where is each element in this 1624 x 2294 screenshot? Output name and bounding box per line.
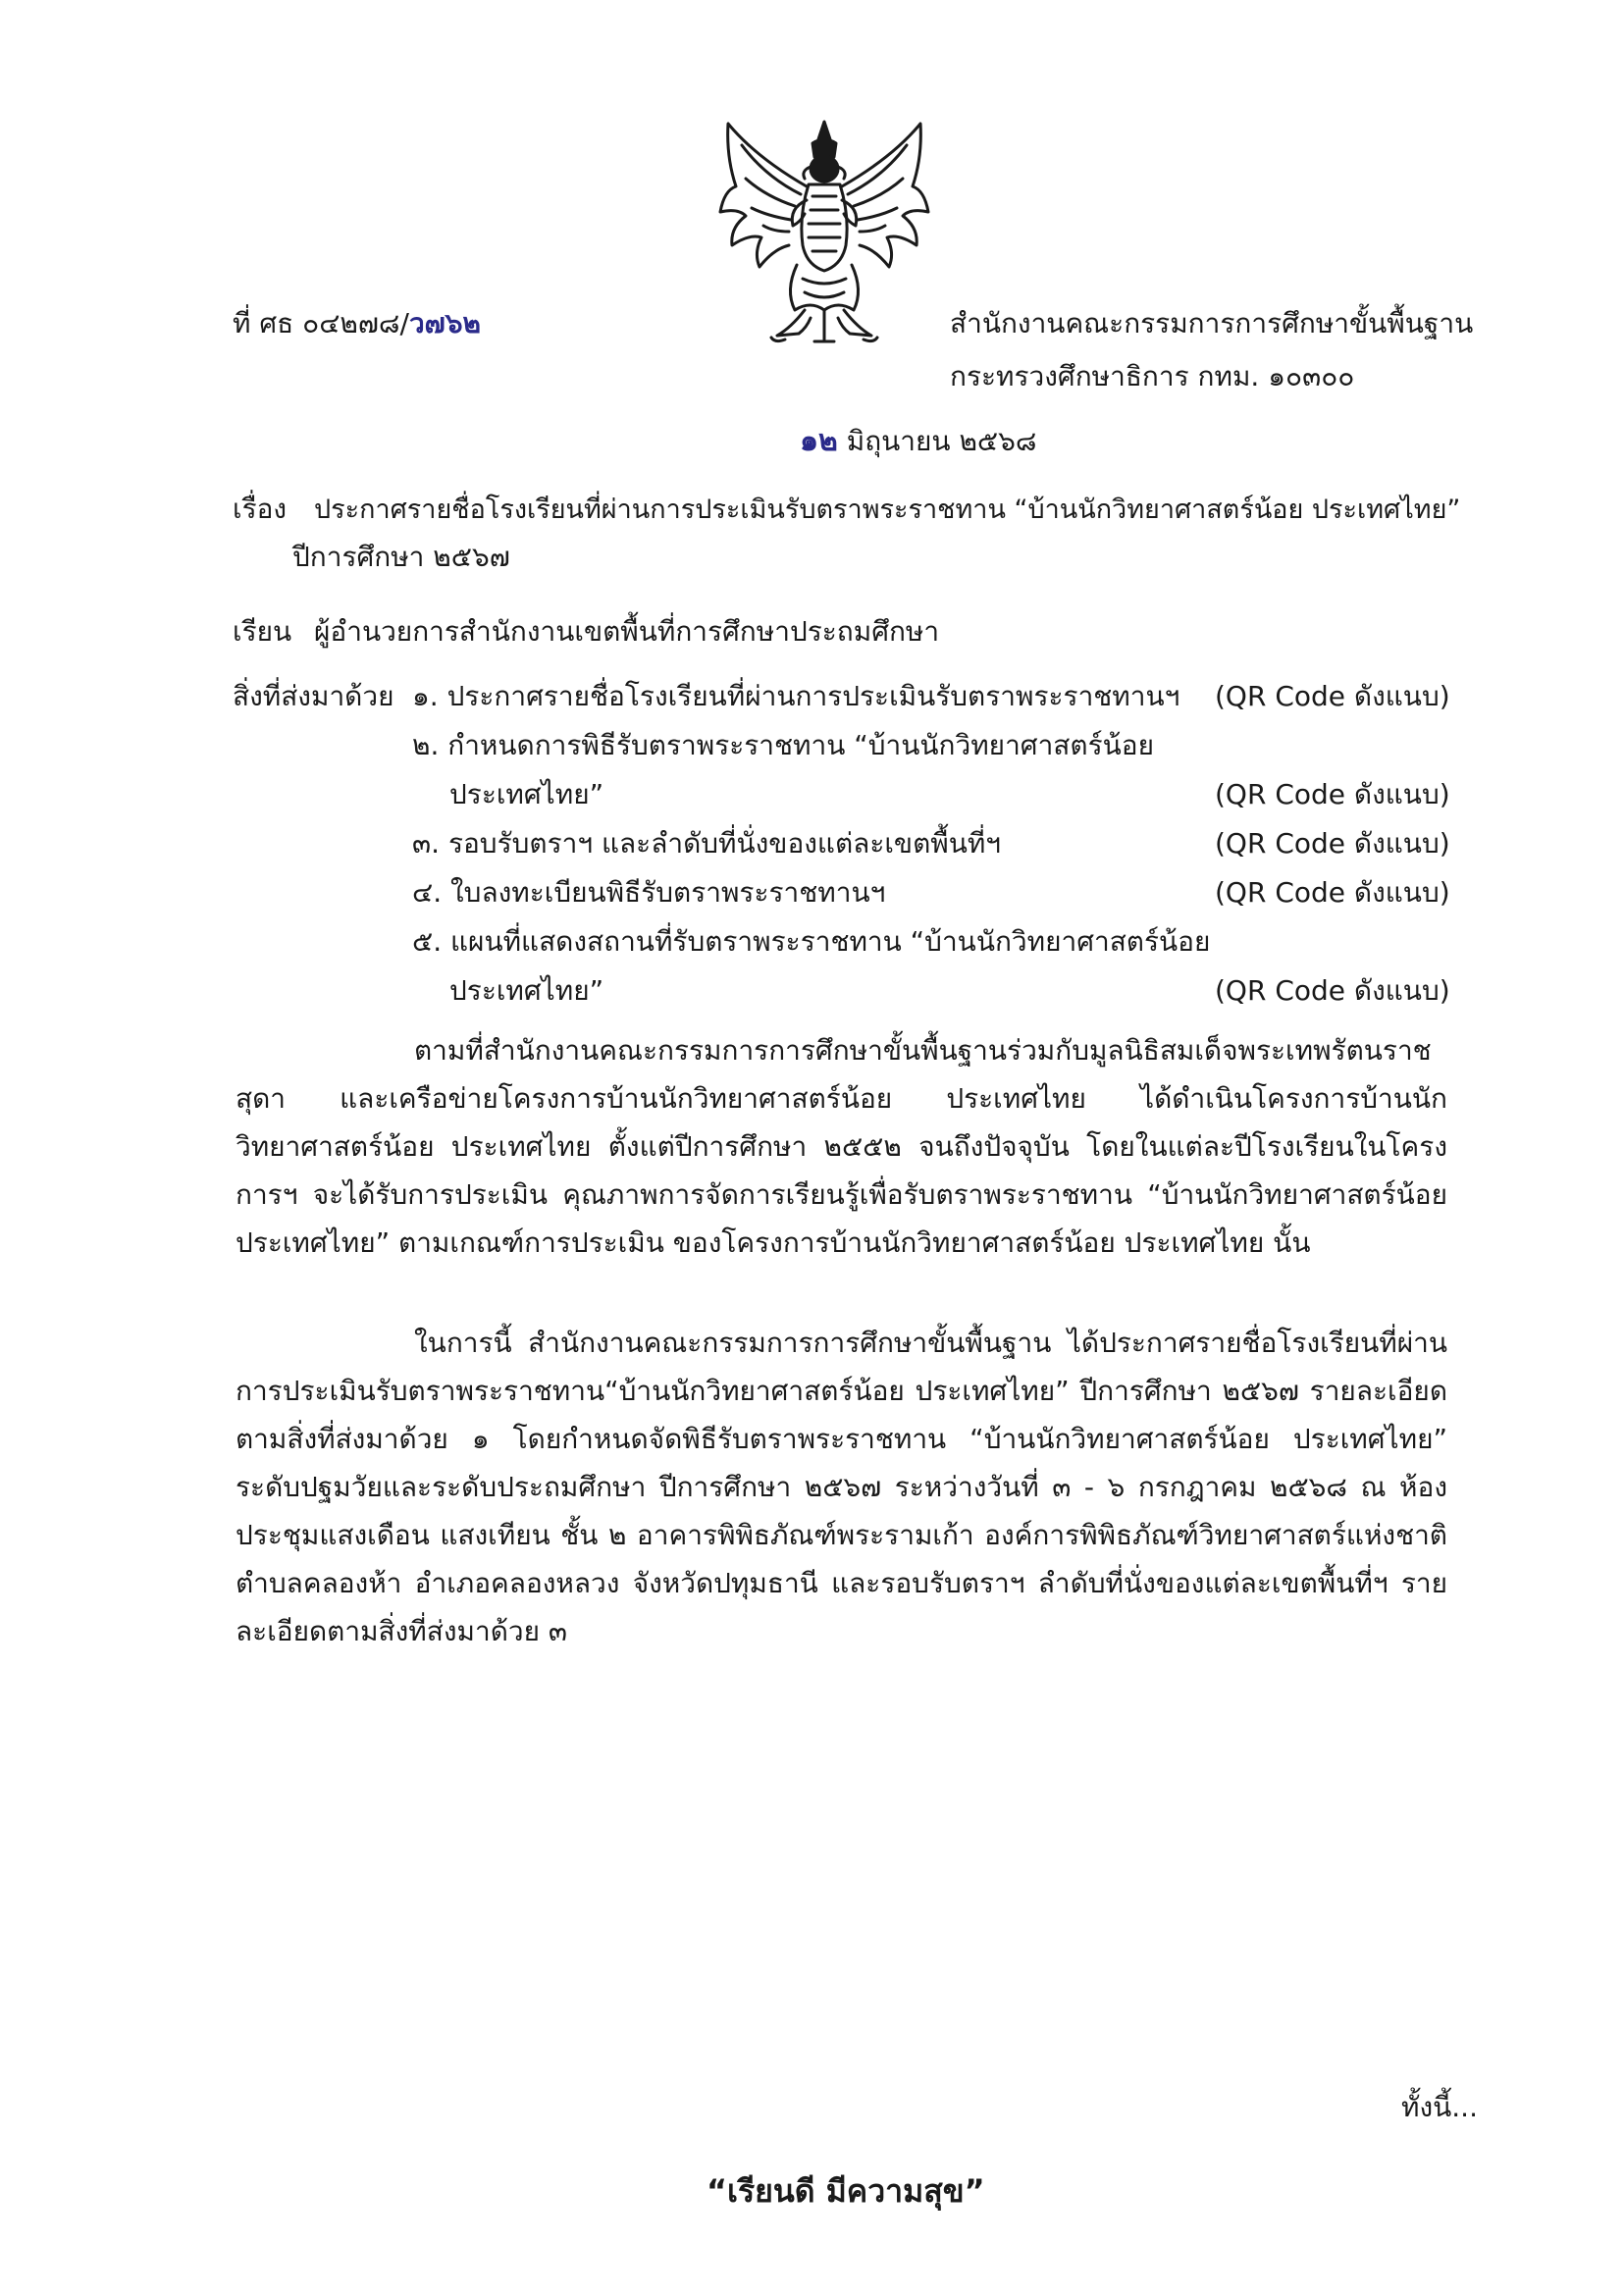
attachment-text: ๔. ใบลงทะเบียนพิธีรับตราพระราชทานฯ — [412, 876, 886, 909]
attachment-note: (QR Code ดังแนบ) — [1215, 827, 1450, 860]
attachment-text: ประเทศไทย” — [449, 974, 604, 1007]
office-address: กระทรวงศึกษาธิการ กทม. ๑๐๓๐๐ — [950, 360, 1355, 392]
reference-number — [233, 302, 481, 345]
date-day-handwritten: ๑๒ — [800, 424, 838, 458]
attachment-text: ๑. ประกาศรายชื่อโรงเรียนที่ผ่านการประเมินรับตราพระราชทานฯ — [412, 680, 1180, 712]
attachment-note: (QR Code ดังแนบ) — [1215, 778, 1450, 810]
attachment-note: (QR Code ดังแนบ) — [1215, 876, 1450, 909]
body-paragraph-1: ตามที่สำนักงานคณะกรรมการการศึกษาขั้นพื้นฐานร่วมกับมูลนิธิสมเด็จพระเทพรัตนราชสุดา และเครือข่ายโครงการบ้านนักวิทยาศาสตร์น้อย ประเทศไทย ได้ดำเนินโครงการบ้านนักวิทยาศาสตร์น้อย ประเทศไทย ตั้งแต่ปีการศึกษา ๒๕๕๒ จนถึงปัจจุบัน โดยในแต่ละปีโรงเรียนในโครงการฯ จะได้รับการประเมิน คุณภาพการจัดการเรียนรู้เพื่อรับตราพระราชทาน “บ้านนักวิทยาศาสตร์น้อย ประเทศไทย” ตามเกณฑ์การประเมิน ของโครงการบ้านนักวิทยาศาสตร์น้อย ประเทศไทย นั้น — [236, 1034, 1447, 1259]
attachment-item — [0, 822, 1624, 871]
subject-label: เรื่อง — [233, 493, 288, 525]
office-name: สำนักงานคณะกรรมการการศึกษาขั้นพื้นฐาน — [950, 307, 1474, 339]
reference-handwritten-number: ว๗๖๒ — [408, 307, 481, 339]
attachment-item — [0, 675, 1624, 724]
attachment-item — [0, 969, 1624, 1018]
attachment-item — [0, 724, 1624, 773]
document-date — [800, 418, 1036, 464]
attachment-text: ๒. กำหนดการพิธีรับตราพระราชทาน “บ้านนักวิทยาศาสตร์น้อย — [412, 729, 1154, 761]
attachment-text: ประเทศไทย” — [449, 778, 604, 810]
attachment-item — [0, 773, 1624, 822]
attachment-text: ๓. รอบรับตราฯ และลำดับที่นั่งของแต่ละเขตพื้นที่ฯ — [412, 827, 1002, 860]
attachment-item — [0, 920, 1624, 969]
attachment-note: (QR Code ดังแนบ) — [1215, 680, 1450, 712]
attachment-text: ๕. แผนที่แสดงสถานที่รับตราพระราชทาน “บ้านนักวิทยาศาสตร์น้อย — [412, 925, 1211, 958]
date-month-year: มิถุนายน ๒๕๖๘ — [846, 425, 1037, 457]
footer-slogan: “เรียนดี มีความสุข” — [707, 2172, 985, 2210]
reference-prefix: ที่ ศธ ๐๔๒๗๘/ — [233, 307, 409, 339]
subject-line-1: ประกาศรายชื่อโรงเรียนที่ผ่านการประเมินรับตราพระราชทาน “บ้านนักวิทยาศาสตร์น้อย ประเทศไทย” — [314, 495, 1461, 525]
body-paragraph-2: ในการนี้ สำนักงานคณะกรรมการการศึกษาขั้นพื้นฐาน ได้ประกาศรายชื่อโรงเรียนที่ผ่าน การประเมินรับตราพระราชทาน“บ้านนักวิทยาศาสตร์น้อย ประเทศไทย” ปีการศึกษา ๒๕๖๗ รายละเอียดตามสิ่งที่ส่งมาด้วย ๑ โดยกำหนดจัดพิธีรับตราพระราชทาน “บ้านนักวิทยาศาสตร์น้อย ประเทศไทย” ระดับปฐมวัยและระดับประถมศึกษา ปีการศึกษา ๒๕๖๗ ระหว่างวันที่ ๓ - ๖ กรกฎาคม ๒๕๖๘ ณ ห้องประชุมแสงเดือน แสงเทียน ชั้น ๒ อาคารพิพิธภัณฑ์พระรามเก้า องค์การพิพิธภัณฑ์วิทยาศาสตร์แห่งชาติ ตำบลคลองห้า อำเภอคลองหลวง จังหวัดปทุมธานี และรอบรับตราฯ ลำดับที่นั่งของแต่ละเขตพื้นที่ฯ รายละเอียดตามสิ่งที่ส่งมาด้วย ๓ — [236, 1327, 1447, 1647]
attachment-note: (QR Code ดังแนบ) — [1215, 974, 1450, 1007]
attachments-label: สิ่งที่ส่งมาด้วย — [233, 680, 394, 712]
recipient-label: เรียน — [233, 615, 292, 648]
recipient-text: ผู้อำนวยการสำนักงานเขตพื้นที่การศึกษาประถมศึกษา — [314, 615, 940, 648]
continuation-marker: ทั้งนี้... — [1401, 2091, 1478, 2123]
attachment-item — [0, 871, 1624, 920]
garuda-emblem-icon — [716, 118, 932, 345]
subject-line-2: ปีการศึกษา ๒๕๖๗ — [292, 541, 510, 573]
